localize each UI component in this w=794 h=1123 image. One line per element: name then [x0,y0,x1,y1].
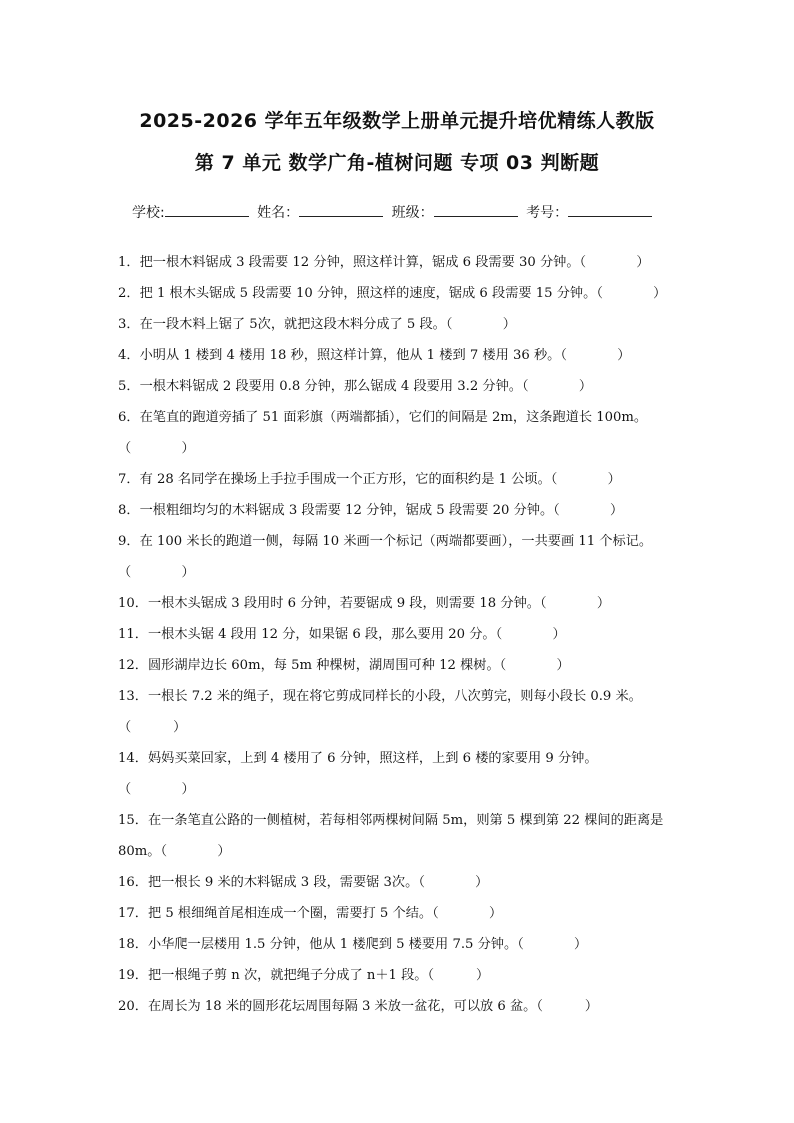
answer-blank[interactable]: （ ） [539,596,611,611]
question-item [118,960,688,991]
question-number: 15． [118,813,148,828]
answer-blank[interactable]: （ ） [553,503,624,518]
school-label: 学校: [132,205,165,221]
question-item [118,247,688,278]
answer-blank[interactable]: （ ） [445,317,516,332]
answer-blank[interactable]: （ ） [536,999,599,1014]
question-text: 在周长为 18 米的圆形花坛周围每隔 3 米放一盆花，可以放 6 盆。 [147,999,537,1014]
name-blank[interactable] [299,202,383,217]
question-item [118,588,688,619]
exam-number-blank[interactable] [568,202,652,217]
answer-blank[interactable]: （ ） [560,348,631,363]
question-number: 6． [118,410,140,425]
school-blank[interactable] [165,202,249,217]
question-item [118,464,688,495]
question-number: 8． [118,503,140,518]
question-item [118,495,688,526]
question-number: 13． [118,689,148,704]
answer-blank[interactable]: （ ） [432,906,503,921]
question-item [118,743,688,774]
answer-line [118,433,688,464]
page-title: 2025-2026 学年五年级数学上册单元提升培优精练人教版 [139,110,655,132]
question-number: 12． [118,658,148,673]
question-text: 把一根绳子剪 n 次，就把绳子分成了 n＋1 段。 [147,968,428,983]
question-text: 在一段木料上锯了 5次，就把这段木料分成了 5 段。 [139,317,446,332]
answer-line [118,712,688,743]
question-text: 小华爬一层楼用 1.5 分钟，他从 1 楼爬到 5 楼要用 7.5 分钟。 [147,937,518,952]
question-item [118,650,688,681]
question-text: 妈妈买菜回家，上到 4 楼用了 6 分钟，照这样，上到 6 楼的家要用 9 分钟。 [147,751,598,766]
question-number: 1． [118,255,140,270]
class-label: 班级： [391,205,434,221]
question-number: 17． [118,906,148,921]
question-text: 在 100 米长的跑道一侧，每隔 10 米画一个标记（两端都要画），一共要画 11 个标记。 [139,534,653,549]
question-text: 有 28 名同学在操场上手拉手围成一个正方形，它的面积约是 1 公顷。 [139,472,551,487]
question-number: 7． [118,472,140,487]
question-text: 把一根木料锯成 3 段需要 12 分钟，照这样计算，锯成 6 段需要 30 分钟。 [139,255,580,270]
question-number: 20． [118,999,148,1014]
answer-blank[interactable]: （ ） [118,782,195,797]
answer-blank[interactable]: （ ） [550,472,621,487]
question-number: 9． [118,534,140,549]
question-number: 4． [118,348,140,363]
page-subtitle: 第 7 单元 数学广角-植树问题 专项 03 判断题 [194,152,600,174]
question-text: 把一根长 9 米的木料锯成 3 段，需要锯 3次。 [147,875,419,890]
question-number: 5． [118,379,140,394]
question-item [118,867,688,898]
question-text: 把 1 根木头锯成 5 段需要 10 分钟，照这样的速度，锯成 6 段需要 15 分钟。 [139,286,597,301]
question-text: 一根木料锯成 2 段要用 0.8 分钟，那么锯成 4 段要用 3.2 分钟。 [139,379,522,394]
question-list [118,247,688,1022]
question-text: 一根粗细均匀的木料锯成 3 段需要 12 分钟，锯成 5 段需要 20 分钟。 [139,503,554,518]
question-text: 圆形湖岸边长 60m，每 5m 种棵树，湖周围可种 12 棵树。 [147,658,500,673]
question-number: 11． [118,627,148,642]
answer-line [118,774,688,805]
question-item [118,929,688,960]
answer-blank[interactable]: （ ） [118,720,187,735]
question-text: 把 5 根细绳首尾相连成一个圈，需要打 5 个结。 [147,906,433,921]
answer-blank[interactable]: （ ） [160,844,231,859]
student-info-line [132,202,672,222]
answer-blank[interactable]: （ ） [517,937,588,952]
question-text: 一根长 7.2 米的绳子，现在将它剪成同样长的小段，八次剪完，则每小段长 0.9 米。 [147,689,642,704]
answer-line [118,557,688,588]
answer-blank[interactable]: （ ） [418,875,489,890]
question-text: 在笔直的跑道旁插了 51 面彩旗（两端都插），它们的间隔是 2m，这条跑道长 100m。 [139,410,648,425]
question-text: 在一条笔直公路的一侧植树，若每相邻两棵树间隔 5m，则第 5 棵到第 22 棵间的距离是 [147,813,664,828]
question-item [118,278,688,309]
answer-blank[interactable]: （ ） [118,565,195,580]
question-number: 10． [118,596,148,611]
question-item [118,309,688,340]
question-item [118,991,688,1022]
question-item [118,619,688,650]
question-item [118,681,688,712]
answer-blank[interactable]: （ ） [118,441,195,456]
name-label: 姓名： [257,205,300,221]
question-text: 一根木头锯成 3 段用时 6 分钟，若要锯成 9 段，则需要 18 分钟。 [147,596,540,611]
question-number: 16． [118,875,148,890]
question-continuation [118,836,688,867]
question-number: 3． [118,317,140,332]
question-number: 14． [118,751,148,766]
question-text: 一根木头锯 4 段用 12 分，如果锯 6 段，那么要用 20 分。 [147,627,496,642]
question-text-continued: 80m。 [118,844,161,859]
question-number: 19． [118,968,148,983]
question-item [118,402,688,433]
exam-number-label: 考号： [526,205,569,221]
answer-blank[interactable]: （ ） [499,658,570,673]
answer-blank[interactable]: （ ） [521,379,593,394]
answer-blank[interactable]: （ ） [427,968,490,983]
question-item [118,340,688,371]
question-number: 2． [118,286,140,301]
answer-blank[interactable]: （ ） [495,627,566,642]
question-number: 18． [118,937,148,952]
question-text: 小明从 1 楼到 4 楼用 18 秒，照这样计算，他从 1 楼到 7 楼用 36 秒。 [139,348,561,363]
answer-blank[interactable]: （ ） [579,255,650,270]
question-item [118,371,688,402]
question-item [118,805,688,836]
class-blank[interactable] [434,202,518,217]
question-item [118,898,688,929]
question-item [118,526,688,557]
answer-blank[interactable]: （ ） [596,286,667,301]
